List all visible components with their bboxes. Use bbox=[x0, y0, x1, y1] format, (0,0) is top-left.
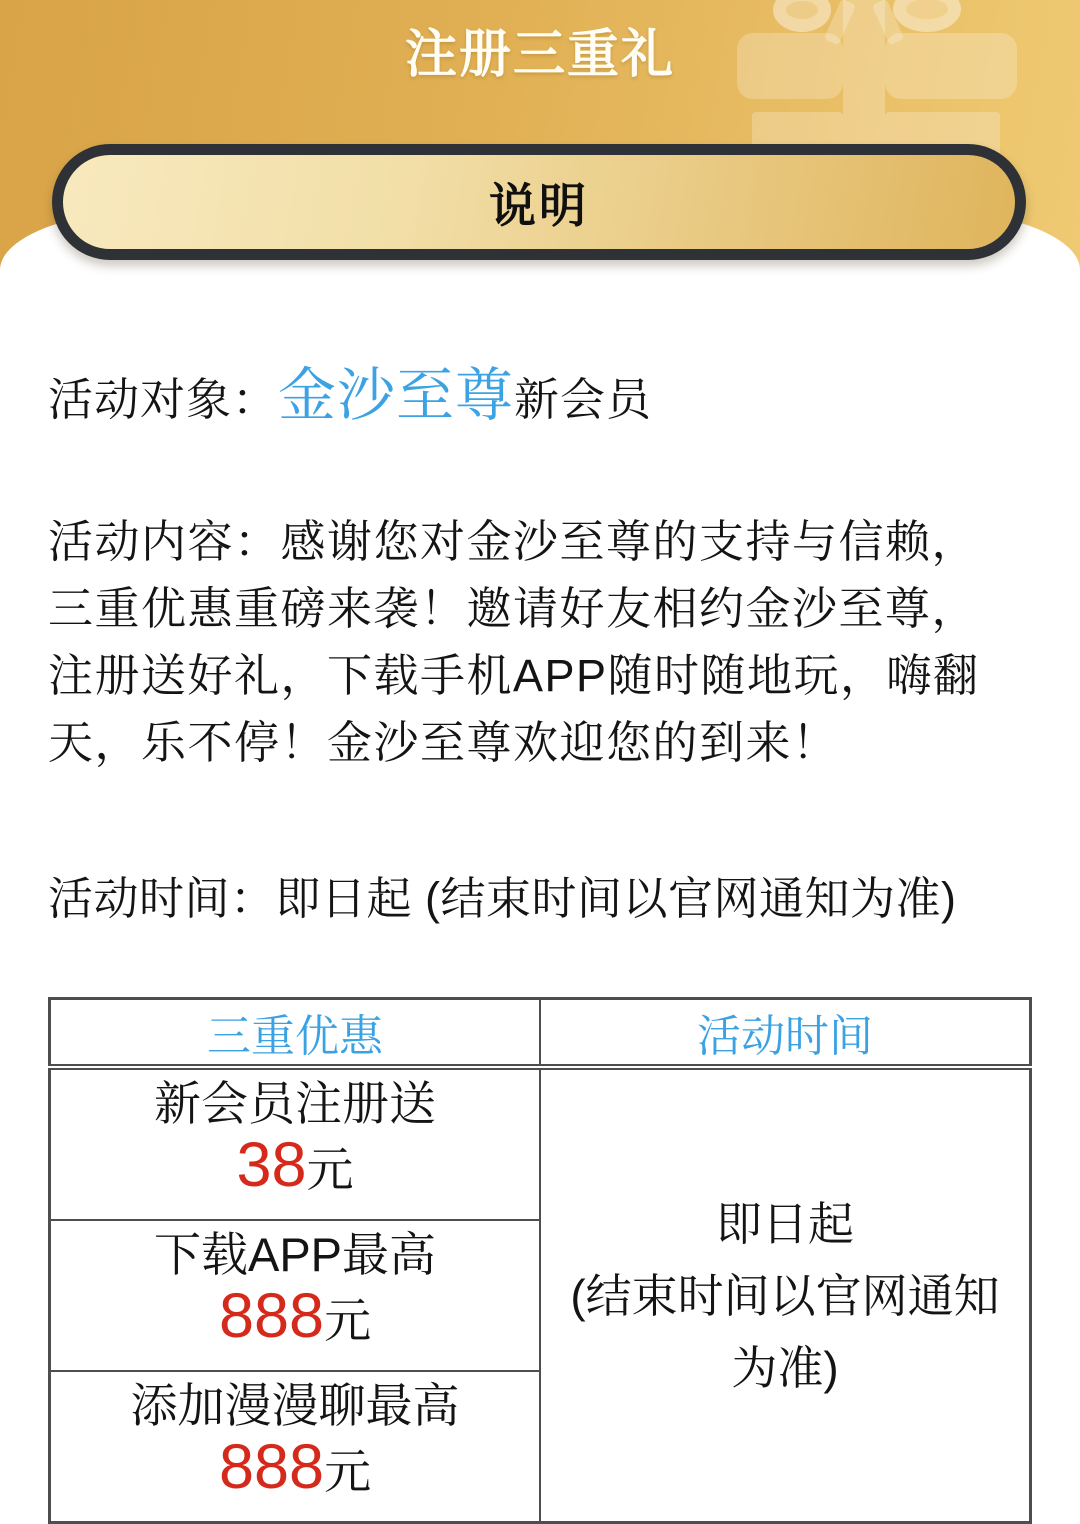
offer-amount bbox=[51, 1283, 539, 1366]
page-title: 注册三重礼 bbox=[404, 26, 675, 84]
target-label: 活动对象： bbox=[48, 374, 279, 425]
time-cell-line: 即日起 bbox=[716, 1197, 854, 1250]
table-header-time: 活动时间 bbox=[540, 999, 1031, 1068]
offer-amount bbox=[51, 1434, 539, 1517]
offer-label: 添加漫漫聊最高 bbox=[130, 1379, 460, 1432]
offer-amount bbox=[51, 1132, 539, 1215]
brand-name: 金沙至尊 bbox=[278, 363, 515, 428]
table-row bbox=[50, 1067, 1031, 1220]
time-cell bbox=[540, 1067, 1031, 1523]
time-cell-line: (结束时间以官网通知 bbox=[570, 1269, 1000, 1322]
promo-table bbox=[48, 997, 1032, 1524]
pill-label: 说明 bbox=[489, 178, 589, 232]
table-header-offers: 三重优惠 bbox=[50, 999, 541, 1068]
offer-label: 下载APP最高 bbox=[153, 1228, 437, 1281]
content-panel bbox=[0, 208, 1080, 1502]
offer-cell-app bbox=[50, 1220, 541, 1371]
offer-label: 新会员注册送 bbox=[154, 1077, 436, 1130]
info-pill-button[interactable] bbox=[52, 144, 1026, 260]
table-header-row bbox=[50, 999, 1031, 1068]
amount-unit: 元 bbox=[306, 1143, 354, 1196]
amount-unit: 元 bbox=[324, 1294, 372, 1347]
offer-cell-register bbox=[50, 1067, 541, 1220]
description-paragraph: 活动内容：感谢您对金沙至尊的支持与信赖，三重优惠重磅来袭！邀请好友相约金沙至尊，注册送好礼，下载手机APP随时随地玩，嗨翻天，乐不停！金沙至尊欢迎您的到来！ bbox=[48, 516, 980, 768]
amount-value: 888 bbox=[218, 1281, 325, 1351]
amount-value: 38 bbox=[236, 1130, 307, 1200]
amount-unit: 元 bbox=[324, 1445, 372, 1498]
offer-cell-chat bbox=[50, 1371, 541, 1523]
target-suffix: 新会员 bbox=[514, 374, 653, 425]
time-line: 活动时间：即日起 (结束时间以官网通知为准) bbox=[48, 873, 957, 924]
amount-value: 888 bbox=[218, 1432, 325, 1502]
time-cell-line: 为准) bbox=[731, 1341, 839, 1394]
